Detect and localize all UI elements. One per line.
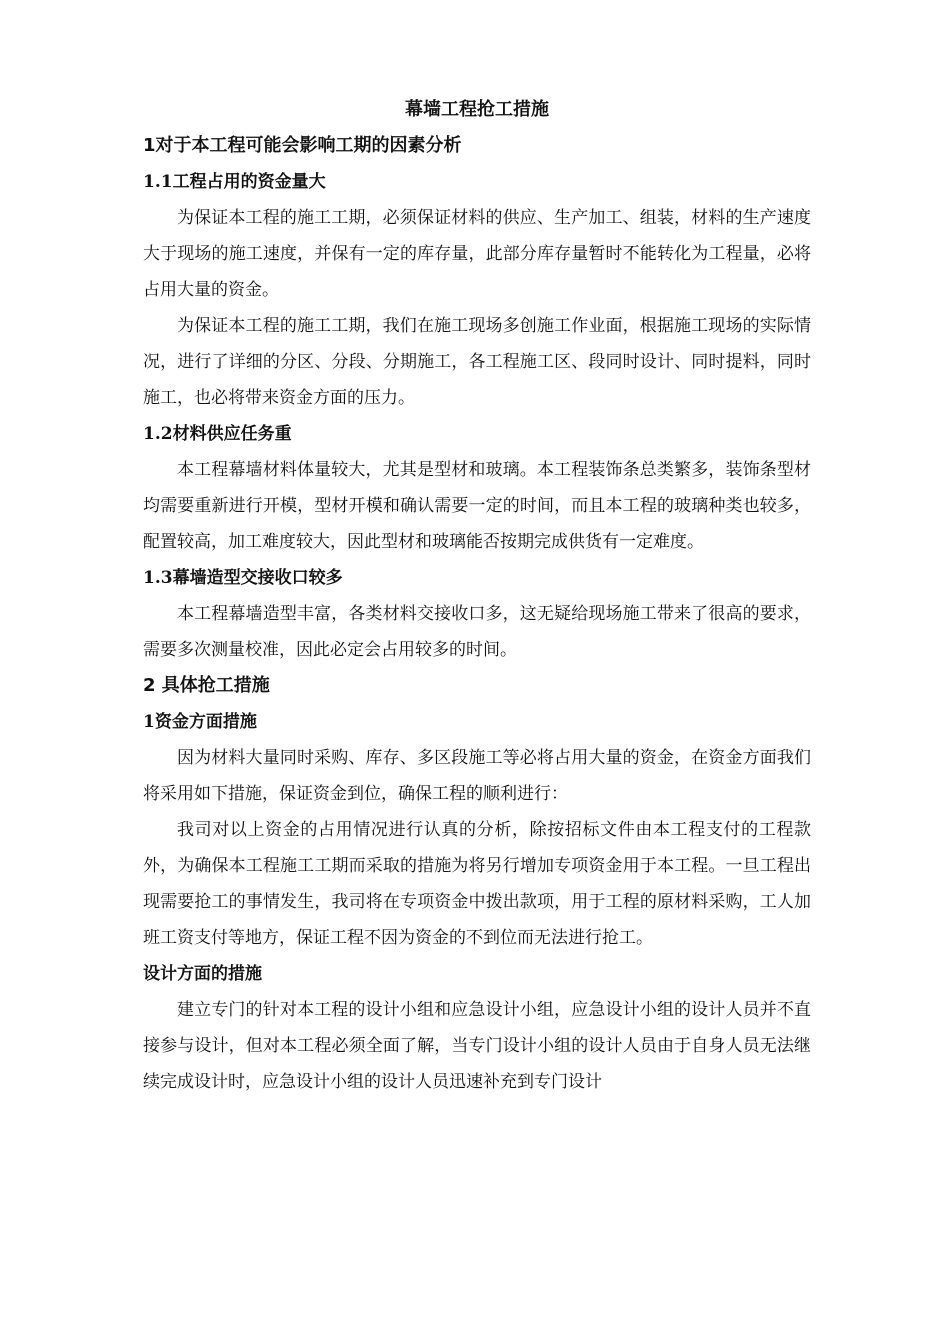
subsection-design-heading: 设计方面的措施 [143, 964, 262, 984]
paragraph: 为保证本工程的施工工期，我们在施工现场多创施工作业面，根据施工现场的实际情况，进行了详细的分区、分段、分期施工，各工程施工区、段同时设计、同时提料，同时施工，也必将带来资金方面的压力。 [143, 316, 811, 408]
paragraph: 为保证本工程的施工工期，必须保证材料的供应、生产加工、组装，材料的生产速度大于现场的施工速度，并保有一定的库存量，此部分库存量暂时不能转化为工程量，必将占用大量的资金。 [143, 208, 811, 300]
subsection-1-3-heading: 1.3幕墙造型交接收口较多 [143, 568, 343, 588]
subsection-1-1-heading: 1.1工程占用的资金量大 [143, 172, 326, 192]
paragraph: 我司对以上资金的占用情况进行认真的分析，除按招标文件由本工程支付的工程款外，为确保本工程施工工期而采取的措施为将另行增加专项资金用于本工程。一旦工程出现需要抢工的事情发生，我司将在专项资金中拨出款项，用于工程的原材料采购，工人加班工资支付等地方，保证工程不因为资金的不到位而无法进行抢工。 [143, 820, 811, 948]
paragraph: 因为材料大量同时采购、库存、多区段施工等必将占用大量的资金，在资金方面我们将采用如下措施，保证资金到位，确保工程的顺利进行： [143, 748, 811, 804]
paragraph: 本工程幕墙材料体量较大，尤其是型材和玻璃。本工程装饰条总类繁多，装饰条型材均需要重新进行开模，型材开模和确认需要一定的时间，而且本工程的玻璃种类也较多，配置较高，加工难度较大，因此型材和玻璃能否按期完成供货有一定难度。 [143, 460, 811, 552]
document-body [143, 92, 811, 1100]
paragraph: 建立专门的针对本工程的设计小组和应急设计小组，应急设计小组的设计人员并不直接参与设计，但对本工程必须全面了解，当专门设计小组的设计人员由于自身人员无法继续完成设计时，应急设计小组的设计人员迅速补充到专门设计 [143, 1000, 811, 1092]
section-1-heading: 1对于本工程可能会影响工期的因素分析 [143, 135, 462, 156]
subsection-funding-heading: 1资金方面措施 [143, 712, 257, 732]
subsection-1-2-heading: 1.2材料供应任务重 [143, 424, 292, 444]
paragraph: 本工程幕墙造型丰富，各类材料交接收口多，这无疑给现场施工带来了很高的要求，需要多次测量校准，因此必定会占用较多的时间。 [143, 604, 811, 660]
document-title: 幕墙工程抢工措施 [405, 99, 549, 120]
section-2-heading: 2 具体抢工措施 [143, 675, 270, 696]
